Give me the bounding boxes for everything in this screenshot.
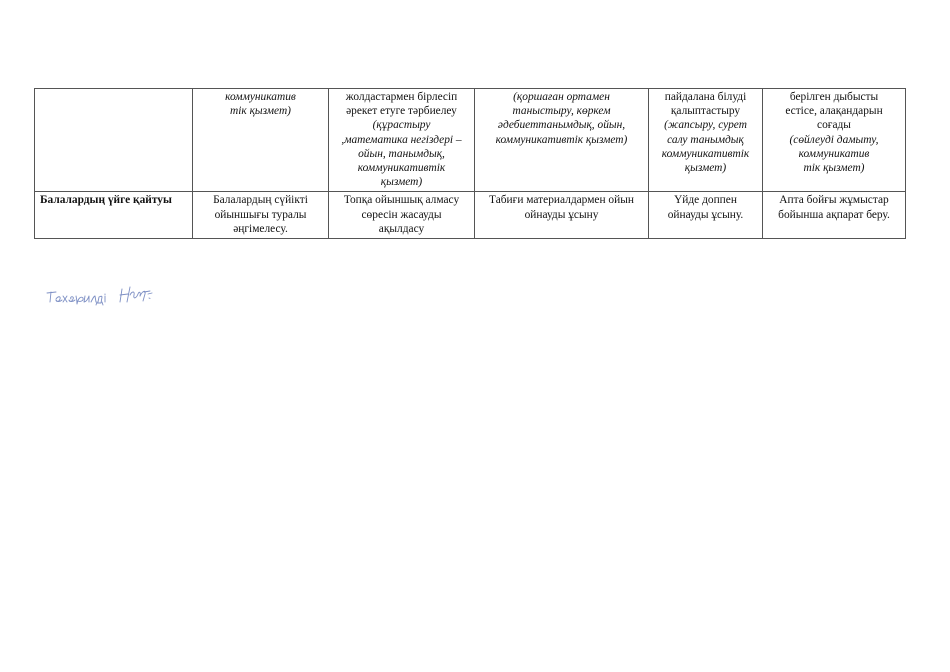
cell-text-line: соғады (817, 119, 851, 132)
table-row (35, 89, 906, 192)
cell-text-line: ойнауды ұсыну. (667, 208, 744, 221)
cell-text-line: (сөйлеуді дамыту, (789, 133, 879, 146)
cell-text-line: сөресін жасауды (361, 208, 442, 221)
cell-text-line: пайдалана білуді (664, 91, 747, 103)
cell-text-line: жолдастармен бірлесіп (345, 91, 458, 103)
cell-text-line: тік қызмет) (230, 105, 291, 118)
table-cell (649, 192, 763, 239)
cell-text-line: бойынша ақпарат беру. (778, 208, 890, 221)
table-cell (193, 89, 329, 192)
cell-text-line: салу танымдық (667, 133, 744, 146)
table-cell (763, 192, 906, 239)
cell-text-line: Табиғи материалдармен ойын (489, 194, 634, 207)
cell-text-line: әңгімелесу. (233, 222, 288, 235)
cell-text-line: тік қызмет) (803, 162, 865, 175)
cell-text-line: ойнауды ұсыну (524, 208, 599, 221)
cell-text-line: Балалардың сүйікті (213, 194, 308, 207)
cell-text-line: коммуникатив (798, 147, 870, 160)
cell-text-line: қызмет) (684, 162, 727, 175)
cell-text-line: әдебиеттанымдық, ойын, (497, 119, 626, 132)
row-heading: Балалардың үйге қайтуы (35, 192, 193, 239)
table-cell (763, 89, 906, 192)
table-row (35, 192, 906, 239)
cell-text-line: (құрастыру (372, 119, 431, 132)
cell-text-line: Үйде доппен (674, 194, 737, 207)
cell-text-line: қызмет) (380, 176, 423, 189)
plan-table (34, 88, 906, 239)
handwritten-signature (44, 280, 164, 314)
cell-text-line: (қоршаған ортамен (513, 91, 610, 103)
table-cell (475, 89, 649, 192)
cell-text-line: қалыптастыру (670, 105, 741, 118)
cell-text-line: берілген дыбысты (789, 91, 879, 103)
cell-text-line: Топқа ойыншық алмасу (343, 194, 460, 207)
cell-text-line: коммуникативтік (357, 162, 446, 175)
cell-text-line: әрекет етуге тәрбиелеу (346, 105, 457, 118)
cell-text-line: коммуникатив (225, 91, 296, 103)
row-heading (35, 89, 193, 192)
table-cell (193, 192, 329, 239)
cell-text-line: ойын, танымдық, (358, 147, 445, 160)
cell-text-line: ,математика негіздері – (341, 133, 462, 146)
cell-text-line: коммуникативтік қызмет) (495, 133, 628, 146)
table-cell (475, 192, 649, 239)
cell-text-line: Апта бойғы жұмыстар (779, 194, 889, 207)
cell-text-line: естісе, алақандарын (785, 105, 883, 118)
cell-text-line: коммуникативтік (661, 147, 750, 160)
cell-text-line: ойыншығы туралы (214, 208, 307, 221)
table-cell (649, 89, 763, 192)
plan-table-body (35, 89, 906, 239)
table-cell (329, 89, 475, 192)
cell-text-line: ақылдасу (378, 222, 425, 235)
cell-text-line: таныстыру, көркем (512, 105, 611, 118)
table-cell (329, 192, 475, 239)
cell-text-line: (жапсыру, сурет (664, 119, 747, 132)
